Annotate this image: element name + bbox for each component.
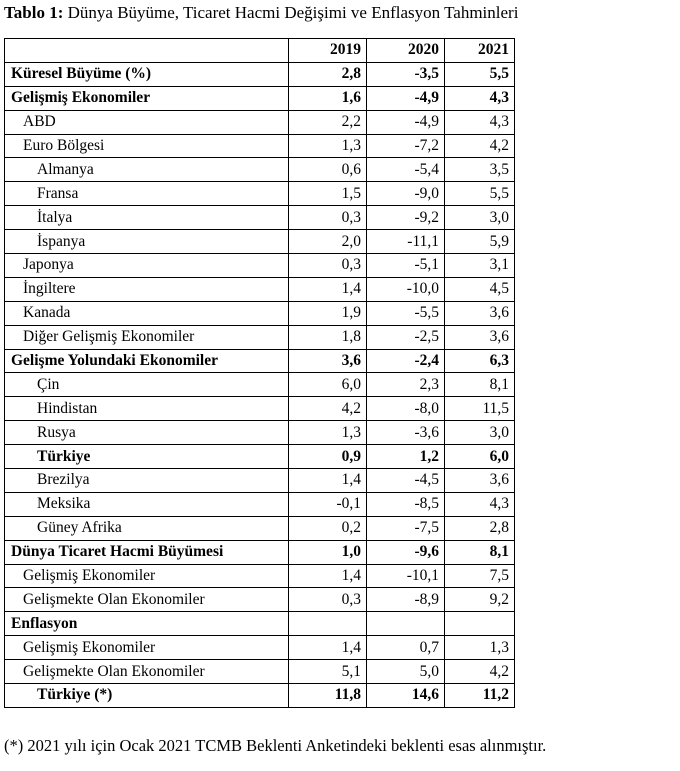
row-label: Fransa	[5, 182, 289, 206]
row-label: İngiltere	[5, 277, 289, 301]
row-label: Gelişmekte Olan Ekonomiler	[5, 588, 289, 612]
cell-2021: 8,1	[445, 373, 515, 397]
cell-2019: 1,4	[289, 564, 367, 588]
header-cell-2020: 2020	[367, 39, 445, 63]
cell-2020: -5,1	[367, 254, 445, 278]
cell-2021: 5,5	[445, 62, 515, 86]
table-header-row	[5, 39, 515, 63]
table-row	[5, 397, 515, 421]
row-label: Güney Afrika	[5, 516, 289, 540]
cell-2019: 3,6	[289, 349, 367, 373]
cell-2020: -10,0	[367, 277, 445, 301]
cell-2021: 8,1	[445, 540, 515, 564]
table-row	[5, 325, 515, 349]
cell-2019	[289, 612, 367, 636]
caption-label: Tablo 1:	[4, 3, 64, 22]
cell-2020: -11,1	[367, 230, 445, 254]
cell-2020: -7,5	[367, 516, 445, 540]
cell-2019: 1,9	[289, 301, 367, 325]
caption-text: Dünya Büyüme, Ticaret Hacmi Değişimi ve Enflasyon Tahminleri	[63, 3, 519, 22]
table-row	[5, 540, 515, 564]
cell-2021: 5,5	[445, 182, 515, 206]
cell-2021: 4,2	[445, 660, 515, 684]
row-label: Gelişmekte Olan Ekonomiler	[5, 660, 289, 684]
row-label: Türkiye	[5, 445, 289, 469]
cell-2021: 4,3	[445, 492, 515, 516]
cell-2020	[367, 612, 445, 636]
cell-2021: 4,3	[445, 86, 515, 110]
cell-2021: 11,2	[445, 684, 515, 708]
table-row	[5, 612, 515, 636]
cell-2021: 3,6	[445, 325, 515, 349]
row-label: ABD	[5, 110, 289, 134]
table-row	[5, 301, 515, 325]
cell-2019: 0,9	[289, 445, 367, 469]
cell-2020: -5,4	[367, 158, 445, 182]
table-row	[5, 134, 515, 158]
table-row	[5, 588, 515, 612]
table-row	[5, 564, 515, 588]
cell-2021: 4,3	[445, 110, 515, 134]
table-row	[5, 206, 515, 230]
footnote: (*) 2021 yılı için Ocak 2021 TCMB Beklenti Anketindeki beklenti esas alınmıştır.	[4, 736, 547, 755]
cell-2020: -8,0	[367, 397, 445, 421]
cell-2019: 0,3	[289, 254, 367, 278]
cell-2020: -4,5	[367, 469, 445, 493]
cell-2020: -8,9	[367, 588, 445, 612]
row-label: Euro Bölgesi	[5, 134, 289, 158]
cell-2019: 0,3	[289, 588, 367, 612]
table-row	[5, 182, 515, 206]
cell-2019: 1,5	[289, 182, 367, 206]
cell-2019: 2,0	[289, 230, 367, 254]
row-label: Gelişme Yolundaki Ekonomiler	[5, 349, 289, 373]
cell-2021: 5,9	[445, 230, 515, 254]
row-label: Dünya Ticaret Hacmi Büyümesi	[5, 540, 289, 564]
cell-2019: -0,1	[289, 492, 367, 516]
row-label: Diğer Gelişmiş Ekonomiler	[5, 325, 289, 349]
row-label: Brezilya	[5, 469, 289, 493]
cell-2020: -4,9	[367, 110, 445, 134]
cell-2021: 6,0	[445, 445, 515, 469]
cell-2021: 3,0	[445, 421, 515, 445]
cell-2020: -3,5	[367, 62, 445, 86]
row-label: Gelişmiş Ekonomiler	[5, 564, 289, 588]
table-row	[5, 636, 515, 660]
cell-2019: 0,6	[289, 158, 367, 182]
cell-2019: 2,8	[289, 62, 367, 86]
cell-2021: 1,3	[445, 636, 515, 660]
table-caption	[4, 3, 518, 23]
cell-2020: 1,2	[367, 445, 445, 469]
cell-2020: -2,4	[367, 349, 445, 373]
table-row	[5, 684, 515, 708]
cell-2021: 3,5	[445, 158, 515, 182]
cell-2021: 3,6	[445, 469, 515, 493]
row-label: İtalya	[5, 206, 289, 230]
cell-2019: 1,4	[289, 277, 367, 301]
row-label: Almanya	[5, 158, 289, 182]
row-label: Rusya	[5, 421, 289, 445]
cell-2019: 1,3	[289, 134, 367, 158]
cell-2020: -9,2	[367, 206, 445, 230]
cell-2021: 4,5	[445, 277, 515, 301]
cell-2020: 14,6	[367, 684, 445, 708]
row-label: Gelişmiş Ekonomiler	[5, 636, 289, 660]
cell-2019: 6,0	[289, 373, 367, 397]
row-label: Çin	[5, 373, 289, 397]
table-row	[5, 349, 515, 373]
table-row	[5, 86, 515, 110]
cell-2021: 9,2	[445, 588, 515, 612]
table-row	[5, 277, 515, 301]
cell-2021: 6,3	[445, 349, 515, 373]
cell-2019: 4,2	[289, 397, 367, 421]
row-label: Kanada	[5, 301, 289, 325]
row-label: Küresel Büyüme (%)	[5, 62, 289, 86]
cell-2020: 5,0	[367, 660, 445, 684]
row-label: Meksika	[5, 492, 289, 516]
header-cell-label	[5, 39, 289, 63]
cell-2020: -9,0	[367, 182, 445, 206]
cell-2021: 2,8	[445, 516, 515, 540]
cell-2020: -5,5	[367, 301, 445, 325]
table-row	[5, 421, 515, 445]
cell-2020: -10,1	[367, 564, 445, 588]
cell-2021: 3,1	[445, 254, 515, 278]
header-cell-2021: 2021	[445, 39, 515, 63]
cell-2021: 3,6	[445, 301, 515, 325]
cell-2020: -8,5	[367, 492, 445, 516]
table-row	[5, 469, 515, 493]
table-row	[5, 158, 515, 182]
header-cell-2019: 2019	[289, 39, 367, 63]
row-label: Hindistan	[5, 397, 289, 421]
row-label: Gelişmiş Ekonomiler	[5, 86, 289, 110]
row-label: İspanya	[5, 230, 289, 254]
cell-2019: 1,3	[289, 421, 367, 445]
cell-2021: 7,5	[445, 564, 515, 588]
cell-2019: 1,8	[289, 325, 367, 349]
table-row	[5, 445, 515, 469]
table-row	[5, 110, 515, 134]
cell-2020: 0,7	[367, 636, 445, 660]
cell-2020: -4,9	[367, 86, 445, 110]
cell-2019: 0,3	[289, 206, 367, 230]
cell-2020: -7,2	[367, 134, 445, 158]
table-row	[5, 230, 515, 254]
cell-2019: 1,0	[289, 540, 367, 564]
table-row	[5, 516, 515, 540]
table-row	[5, 62, 515, 86]
cell-2019: 2,2	[289, 110, 367, 134]
cell-2019: 1,4	[289, 636, 367, 660]
cell-2020: -2,5	[367, 325, 445, 349]
cell-2019: 1,6	[289, 86, 367, 110]
cell-2021	[445, 612, 515, 636]
row-label: Japonya	[5, 254, 289, 278]
cell-2020: -9,6	[367, 540, 445, 564]
table-row	[5, 373, 515, 397]
cell-2019: 0,2	[289, 516, 367, 540]
cell-2020: -3,6	[367, 421, 445, 445]
cell-2021: 3,0	[445, 206, 515, 230]
cell-2019: 11,8	[289, 684, 367, 708]
cell-2020: 2,3	[367, 373, 445, 397]
table-row	[5, 660, 515, 684]
row-label: Enflasyon	[5, 612, 289, 636]
cell-2021: 4,2	[445, 134, 515, 158]
table-row	[5, 492, 515, 516]
table-row	[5, 254, 515, 278]
cell-2021: 11,5	[445, 397, 515, 421]
cell-2019: 1,4	[289, 469, 367, 493]
cell-2019: 5,1	[289, 660, 367, 684]
table-body	[5, 62, 515, 707]
row-label: Türkiye (*)	[5, 684, 289, 708]
forecast-table	[4, 38, 515, 708]
